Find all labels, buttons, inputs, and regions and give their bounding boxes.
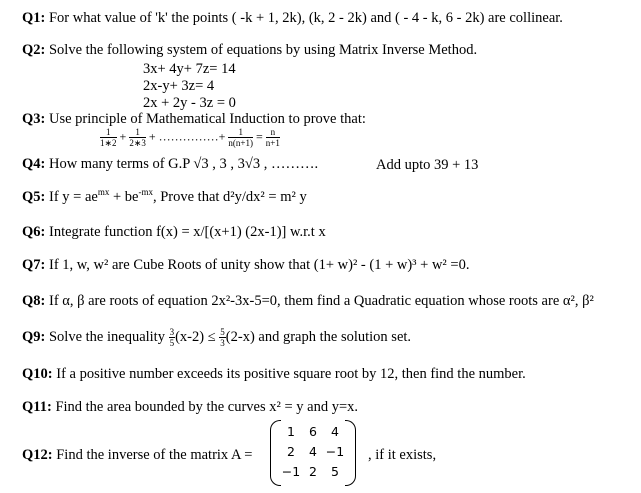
question-text: If $y = ae^{mx} + be^{-mx}$, Prove that d²y/dx² = m² y [45,187,307,205]
question-7 [22,257,469,274]
question-number: Q8: [22,293,46,309]
question-12-suffix: , if it exists, [368,447,437,463]
question-number: Q1: [22,10,46,26]
question-number: Q4: [22,156,46,172]
question-1 [22,10,563,27]
fraction-five-thirds: $\frac{5}{3}$ [220,327,225,348]
fraction-term-1: $\frac{1}{1∗2}$ [100,127,117,148]
plus-sign: + [119,129,127,144]
right-bracket [345,420,356,486]
fraction-term-n: $\frac{1}{n(n+1)}$ [228,127,253,148]
question-9 [22,327,411,348]
matrix-cell: 1 [287,424,295,439]
question-text: Integrate function f(x) = x/[(x+1) (2x-1)] w.r.t x [45,224,326,240]
matrix-cell: −1 [281,464,301,479]
question-text: If α, β are roots of equation 2x²-3x-5=0, them find a Quadratic equation whose roots are α², β² [45,293,594,309]
question-text: Find the area bounded by the curves x² = y and y=x. [51,399,359,415]
question-4-addendum: Add upto 39 + 13 [376,157,479,173]
question-text: How many terms of G.P √3 , 3 , 3√3 , ………. [45,156,319,172]
matrix-cell: 4 [331,424,339,439]
question-2 [22,42,477,59]
fraction-result: $\frac{n}{n+1}$ [265,127,280,148]
equals-sign: = [256,129,263,144]
series-dots: + ……………+ [148,129,226,144]
matrix-cell: 6 [309,424,317,439]
fraction-term-2: $\frac{1}{2∗3}$ [129,127,146,148]
question-text: Use principle of Mathematical Induction to prove that: [45,111,366,127]
question-8 [22,293,594,310]
question-text: If 1, w, w² are Cube Roots of unity show that (1+ w)² - (1 + w)³ + w² =0. [45,257,470,273]
equation-3: 2x + 2y - 3z = 0 [143,95,236,111]
matrix-cell: 2 [309,464,317,479]
question-text-pre: Solve the inequality [45,328,169,345]
question-3 [22,111,366,128]
matrix-cell: 4 [309,444,317,459]
question-text: Find the inverse of the matrix A = [52,447,253,463]
question-number: Q7: [22,257,46,273]
matrix-a [270,420,356,486]
question-number: Q12: [22,447,53,463]
question-number: Q9: [22,328,46,345]
equation-1: 3x+ 4y+ 7z= 14 [143,61,236,77]
question-text: If a positive number exceeds its positive square root by 12, then find the number. [52,366,526,382]
question-number: Q5: [22,189,46,205]
question-text: For what value of 'k' the points ( -k + 1, 2k), (k, 2 - 2k) and ( - 4 - k, 6 - 2k) are collinear. [45,10,563,26]
matrix-cell: 5 [331,464,339,479]
question-number: Q3: [22,111,46,127]
question-5 [22,189,307,206]
question-text-mid: (x-2) ≤ [175,328,220,345]
question-number: Q11: [22,399,52,415]
question-6 [22,224,326,241]
induction-series [100,127,280,148]
equation-2: 2x-y+ 3z= 4 [143,78,215,94]
question-number: Q10: [22,366,53,382]
question-11 [22,399,358,416]
matrix-cell: 2 [287,444,295,459]
question-12 [22,447,252,464]
question-number: Q6: [22,224,46,240]
matrix-cell: −1 [325,444,345,459]
question-10 [22,366,526,383]
question-text-post: (2-x) and graph the solution set. [225,328,412,345]
question-4 [22,156,318,173]
question-text: Solve the following system of equations by using Matrix Inverse Method. [45,42,478,58]
question-number: Q2: [22,42,46,58]
fraction-three-fifths: $\frac{3}{5}$ [169,327,175,348]
